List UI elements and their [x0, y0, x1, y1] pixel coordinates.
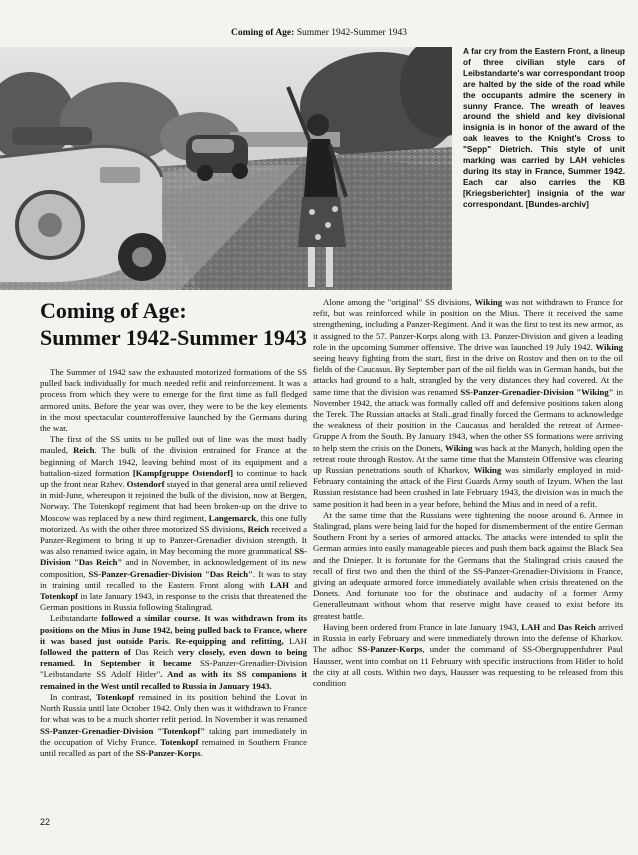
text-run: was back at the Manych, holding open the retreat route through Rostov. At the same time that the Manstein Offensive was clearing up Russian penetrations south of Kharkov, [313, 442, 623, 476]
text-run: . The bulk of the division entrained for France at the beginning of March 1942, leaving behind most of its equipment and a battalion-sized formation [40, 445, 307, 478]
paragraph [313, 622, 623, 689]
text-run: The first of the SS units to be pulled out of line was the most badly mauled, [40, 434, 307, 456]
text-run: and [540, 621, 558, 632]
emphasis-term: Wiking [444, 442, 473, 453]
text-run: In contrast, [50, 691, 97, 702]
text-run: Having been ordered from France in late January 1943, [323, 621, 522, 632]
text-run: LAH [289, 635, 307, 646]
text-run: taking part immediately in the occupation of Vichy France. [40, 725, 307, 747]
text-run: remained in Southern France until recalled as part of the [40, 736, 307, 758]
text-run: . [200, 747, 203, 758]
paragraph [40, 613, 307, 691]
emphasis-term: Das Reich [557, 621, 596, 632]
body-column-left [40, 367, 307, 759]
emphasis-term: SS-Panzer-Korps [357, 644, 423, 655]
emphasis-term: LAH [521, 621, 541, 632]
text-run: remained in its position behind the Lovat in North Russia until late October 1942. Only then was it withdrawn to France for what was to be a much shorter refit period. In November it was renamed [40, 691, 307, 725]
emphasis-term: SS-Panzer-Grenadier-Division "Wiking" [460, 386, 614, 397]
emphasis-term: SS-Division "Das Reich" [40, 546, 307, 568]
emphasis-term: . And as with its SS companions it remained in the West until recalled to Russia in January 1943. [40, 669, 307, 691]
text-run: SS-Panzer-Grenadier-Division "Leibstandarte SS Adolf Hitler" [40, 658, 307, 680]
emphasis-term: Totenkopf [96, 691, 135, 702]
photo-caption: A far cry from the Eastern Front, a lineup of three civilian style cars of Leibstandarte's war correspondant troop are halted by the side of the road while the occupants admire the scenery in sunny France. The wreath of leaves around the shield and key divisional insignia is in honor of the award of the oak leaves to the Knight's Cross to "Sepp" Dietrich. This style of unit marking was carried by LAH vehicles during its stay in France, Summer 1942. Each car also carries the KB [Kriegsberichter] insignia of the war correspondant. [Bundes-archiv] [463, 46, 625, 209]
text-run: to continue to back up the front near Rzhev. [40, 467, 308, 490]
text-run: Alone among the "original" SS divisions, [323, 297, 475, 307]
photograph-war-correspondent-cars [0, 47, 452, 290]
emphasis-term: Ostendorf [126, 479, 165, 490]
page-number: 22 [40, 817, 51, 827]
emphasis-term: SS-Panzer-Grenadier-Division "Das Reich" [88, 568, 254, 579]
text-run: , under the command of SS-Obergruppenfuhrer Paul Hausser, went into combat on 11 February with specific instructions from Hitler to hold the city at all costs. Within two days, Hausser was requesting to be released from this condition [313, 644, 623, 688]
article-title-line-1: Coming of Age: [40, 298, 187, 323]
text-run: and in November, in acknowledgement of its new composition, [40, 557, 307, 579]
text-run: . It was to stay in training until recalled to the Eastern Front along with [40, 568, 308, 590]
emphasis-term: followed the pattern of [40, 647, 136, 658]
paragraph: The Summer of 1942 saw the exhausted motorized formations of the SS pulled back individually for much needed refit and reinforcement. It was a process from which they were to emerge for the first time as full fledged armored units. Before the year was over, they were to be the key elements in the most spectacular counteroffensive launched by the Germans during the war. [40, 367, 307, 434]
emphasis-term: SS-Panzer-Grenadier-Division "Totenkopf" [40, 725, 206, 736]
emphasis-term: very closely, even down to being renamed. In September it became [40, 647, 307, 669]
emphasis-term: Wiking [473, 465, 502, 476]
running-head-rest: Summer 1942-Summer 1943 [294, 28, 407, 38]
emphasis-term: Totenkopf [160, 736, 199, 747]
emphasis-term: Reich [73, 445, 95, 456]
photograph-illustration [0, 47, 452, 290]
text-run: was similarly employed in mid-February containing the attack of the First Guards Army south of Izyum. When the last Russian resistance had been crushed in late February 1943, the division was in much the same position it had been in a year before, behind the Mius and in need of a refit. [313, 465, 623, 509]
running-head [0, 28, 638, 38]
emphasis-term: Langemarck [208, 512, 257, 523]
emphasis-term: Wiking [595, 341, 623, 352]
body-column-right [313, 297, 623, 689]
emphasis-term: followed a similar course. It was withdrawn from its positions on the Mius in June 1942, being pulled back to France, where it was based just outside Paris. Re-equipping and refitting, [40, 613, 307, 646]
emphasis-term: Totenkopf [40, 591, 79, 602]
text-run: arrived in Russia in early February and were immediately thrown into the defense of Kharkov. The adhoc [313, 621, 624, 655]
running-head-bold: Coming of Age: [230, 28, 295, 38]
text-run: in late January 1943, in response to the crisis that threatened the German positions in Russia following Stalingrad. [40, 591, 307, 613]
text-run: stayed in that general area until relieved in mid-June, whereupon it rejoined the bulk of the division, now at Bergen, Norway. The Totenkopf regiment that had been broken-up on the drive to Moscow was replaced by a new third regiment, [40, 479, 307, 523]
article-title-line-2: Summer 1942-Summer 1943 [40, 325, 307, 350]
emphasis-term: [Kampfgruppe Ostendorf] [132, 467, 234, 478]
text-run: in November 1942, the attack was formally called off and defensive positions taken along the Terek. The Russian attacks at Stali..grad finally forced the Germans to acknowledge the weakness of their position in the Caucasus and heralded the retreat of Armee-Gruppe A from the South. By January 1943, when the other SS formations were arriving to help stem the crisis on the Donets, [313, 386, 623, 453]
paragraph [40, 692, 307, 759]
text-run: received a Panzer-Regiment to bring it up to Panzer-Grenadier division strength. It was also renamed twice again, in May becoming the more grammatical [40, 523, 307, 557]
text-run: Leibstandarte [50, 613, 98, 624]
text-run: , this one fully motorized. As with the other three motorized SS divisions, [40, 512, 307, 534]
emphasis-term: Wiking [474, 297, 503, 307]
article-title [40, 297, 310, 351]
paragraph: At the same time that the Russians were tightening the noose around 6. Armee in Stalingrad, plans were being laid for the hoped for dismemberment of the entire German Southern Front by a series of armored attacks. The attacks were intended to split the German armies into easily manageable pieces and push them back against the Black Sea and the Dnieper. It is fortunate for the Germans that the Stalingrad crisis caused the recall of first two and then the third of the SS-Panzer-Grenadier-Divisions in France, giving an adequate armored force immediately available when crisis threatened on the Donets. And fortunate too for the obstinace and audacity of a former Army Generalleutnant without whom that reserve might have ceased to exist before its greatest battle. [313, 509, 623, 621]
text-run: Das Reich [135, 647, 174, 658]
text-run: seeing heavy fighting from the start, first in the drive on Rostov and then on to the oil fields of the Caucasus. By September part of the oil fields was in German hands, but the attacks had ground to a halt, strangled by the very distances they had covered. At the same time that the division was renamed [313, 353, 623, 397]
emphasis-term: Reich [247, 523, 270, 534]
emphasis-term: LAH [269, 579, 289, 590]
emphasis-term: SS-Panzer-Korps [135, 747, 201, 758]
text-run: was not withdrawn to France for refit, but was reinforced while in position on the Mius. There it received the same strengthening, including a Panzer-Regiment. And it was the first to test its new armor, as it assigned to the 57. Panzer-Korps along with 13. Panzer-Division and given a leading role in the upcoming Summer offensive. The drive was launched 19 July 1942. [313, 297, 623, 352]
paragraph [313, 297, 623, 510]
text-run: and [288, 579, 307, 590]
paragraph [40, 434, 307, 613]
